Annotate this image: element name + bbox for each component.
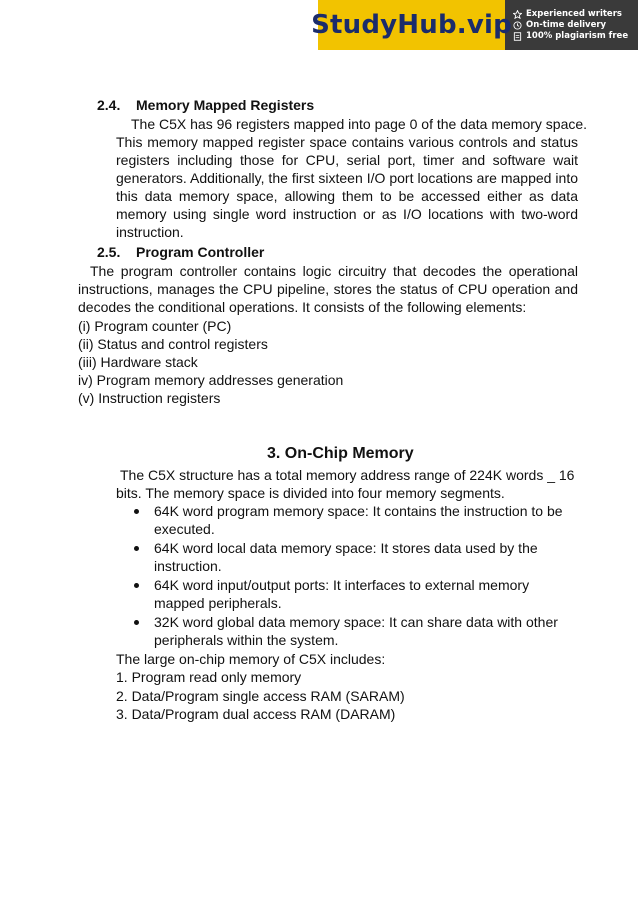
- section-3-heading: 3. On-Chip Memory: [267, 445, 414, 462]
- section-2-5-number: 2.5.: [97, 244, 121, 260]
- bullet-item: 64K word local data memory space: It stores data used by the: [154, 540, 538, 556]
- feature-label: 100% plagiarism free: [526, 31, 629, 41]
- feature-label: On-time delivery: [526, 20, 607, 30]
- bullet-item-continued: instruction.: [154, 558, 222, 574]
- section-3-intro: bits. The memory space is divided into four memory segments.: [116, 485, 505, 501]
- list-item: (v) Instruction registers: [78, 390, 221, 406]
- list-item: (iii) Hardware stack: [78, 354, 198, 370]
- bullet-item: 64K word program memory space: It contains the instruction to be: [154, 503, 563, 519]
- list-item: (ii) Status and control registers: [78, 336, 268, 352]
- list-item: (i) Program counter (PC): [78, 318, 232, 334]
- numbered-item: 3. Data/Program dual access RAM (DARAM): [116, 706, 396, 722]
- bullet-item-continued: executed.: [154, 521, 215, 537]
- section-2-5-line: instructions, manages the CPU pipeline, stores the status of CPU operation and: [78, 281, 578, 297]
- section-2-5-title: Program Controller: [136, 244, 265, 260]
- bullet-dot: [134, 546, 139, 551]
- list-item: iv) Program memory addresses generation: [78, 372, 344, 388]
- clock-icon: [513, 21, 522, 30]
- bullet-item: 32K word global data memory space: It can share data with other: [154, 614, 558, 630]
- feature-label: Experienced writers: [526, 9, 622, 19]
- section-2-5-line: The program controller contains logic circuitry that decodes the operational: [90, 263, 578, 279]
- bullet-item-continued: peripherals within the system.: [154, 632, 339, 648]
- bullet-dot: [134, 583, 139, 588]
- feature-plagiarism-free: [513, 31, 628, 41]
- section-2-5-line: decodes the conditional operations. It consists of the following elements:: [78, 299, 527, 315]
- section-2-4-line: instruction.: [116, 224, 184, 240]
- section-2-4-line: this data memory space, allowing them to be accessed either as data: [116, 188, 578, 204]
- banner-features: [505, 9, 628, 41]
- section-2-4-line: This memory mapped register space contains various controls and status: [116, 134, 578, 150]
- feature-on-time-delivery: [513, 20, 628, 30]
- section-3-intro: The C5X structure has a total memory address range of 224K words _ 16: [120, 467, 575, 483]
- star-icon: [513, 10, 522, 19]
- section-2-4-line: memory using single word instruction or as I/O locations with two-word: [116, 206, 578, 222]
- section-2-4-line: generators. Additionally, the first sixteen I/O port locations are mapped into: [116, 170, 578, 186]
- bullet-item: 64K word input/output ports: It interfaces to external memory: [154, 577, 530, 593]
- bullet-dot: [134, 620, 139, 625]
- bullet-item-continued: mapped peripherals.: [154, 595, 282, 611]
- section-3-outro: The large on-chip memory of C5X includes:: [116, 651, 386, 667]
- section-2-4-number: 2.4.: [97, 97, 121, 113]
- studyhub-logo[interactable]: StudyHub.vip: [318, 0, 505, 50]
- numbered-item: 1. Program read only memory: [116, 669, 302, 685]
- numbered-item: 2. Data/Program single access RAM (SARAM): [116, 688, 405, 704]
- bullet-dot: [134, 509, 139, 514]
- studyhub-banner[interactable]: [311, 0, 638, 50]
- section-2-4-title: Memory Mapped Registers: [136, 97, 315, 113]
- document-icon: [513, 32, 522, 41]
- section-2-4-line: The C5X has 96 registers mapped into page 0 of the data memory space.: [131, 116, 588, 132]
- section-2-4-line: registers including those for CPU, serial port, timer and software wait: [116, 152, 578, 168]
- feature-experienced-writers: [513, 9, 628, 19]
